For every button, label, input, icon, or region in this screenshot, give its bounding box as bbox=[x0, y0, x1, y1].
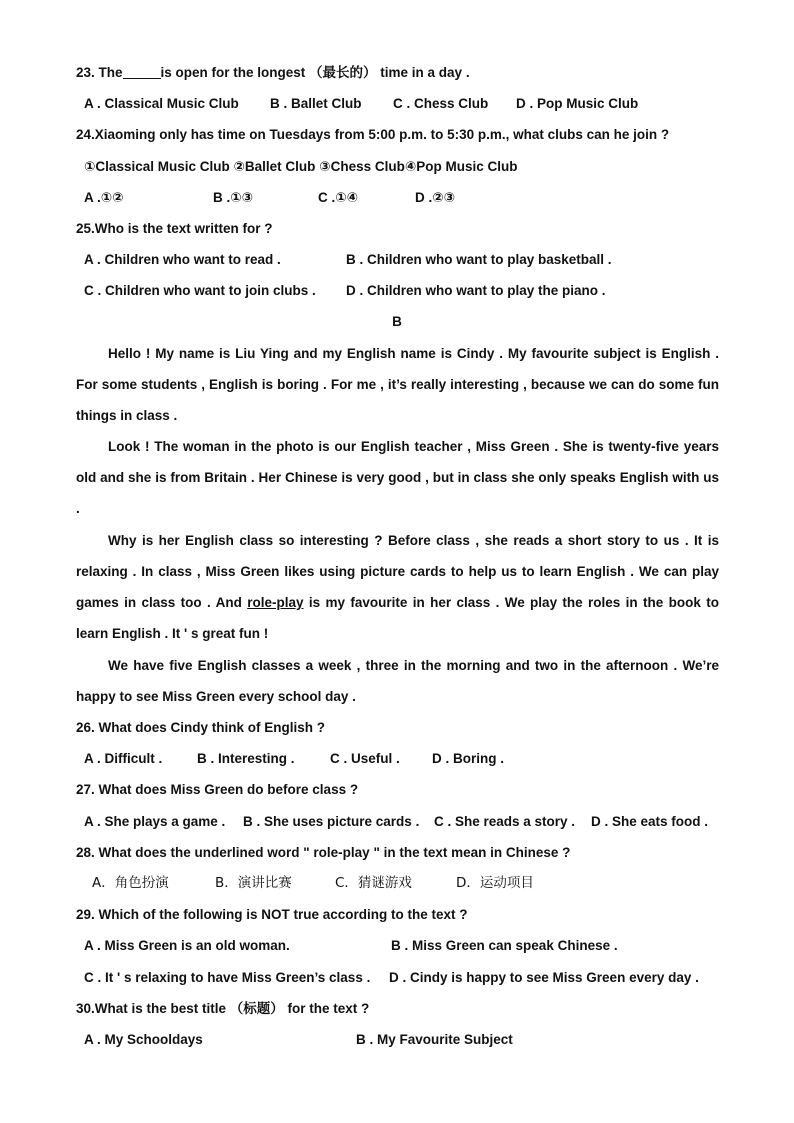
q27-option-c: C . She reads a story . bbox=[434, 814, 576, 829]
q24-option-a: A .①② bbox=[84, 190, 124, 205]
question-30: 30.What is the best title （标题） for the text ? bbox=[76, 1001, 370, 1016]
passage-text: Hello ! My name is Liu Ying and my English name is Cindy . My favourite subject is English . For some students , English is boring . For me , it’s really interesting , because we can do some fun things in class . bbox=[76, 346, 719, 424]
q27-option-d: D . She eats food . bbox=[591, 814, 709, 829]
q29-option-d: D . Cindy is happy to see Miss Green every day . bbox=[389, 970, 699, 985]
passage-paragraph-1 bbox=[76, 338, 719, 431]
underlined-word: role-play bbox=[247, 595, 304, 611]
q24-option-c: C .①④ bbox=[318, 190, 359, 205]
q24-club-list: ①Classical Music Club ②Ballet Club ③Chess Club④Pop Music Club bbox=[84, 159, 518, 174]
q30-option-a: A . My Schooldays bbox=[84, 1032, 203, 1047]
q26-option-a: A . Difficult . bbox=[84, 751, 163, 766]
question-27: 27. What does Miss Green do before class ? bbox=[76, 782, 359, 797]
passage-paragraph-4 bbox=[76, 650, 719, 712]
q29-option-b: B . Miss Green can speak Chinese . bbox=[391, 938, 618, 953]
q29-option-a: A . Miss Green is an old woman. bbox=[84, 938, 290, 953]
q23-option-d: D . Pop Music Club bbox=[516, 96, 639, 111]
passage-text: We have five English classes a week , three in the morning and two in the afternoon . We’re happy to see Miss Green every school day . bbox=[76, 658, 719, 705]
question-29: 29. Which of the following is NOT true according to the text ? bbox=[76, 907, 468, 922]
q25-option-a: A . Children who want to read . bbox=[84, 252, 281, 267]
q23-suffix: is open for the longest （最长的） time in a day . bbox=[160, 65, 470, 80]
q27-option-b: B . She uses picture cards . bbox=[243, 814, 420, 829]
passage-text: Look ! The woman in the photo is our English teacher , Miss Green . She is twenty-five years old and she is from Britain . Her Chinese is very good , but in class she only speaks English with us . bbox=[76, 439, 719, 517]
q28-option-c: C．猜谜游戏 bbox=[335, 875, 412, 891]
q25-option-c: C . Children who want to join clubs . bbox=[84, 283, 316, 298]
section-label: B bbox=[392, 314, 402, 329]
q23-option-c: C . Chess Club bbox=[393, 96, 489, 111]
question-25: 25.Who is the text written for ? bbox=[76, 221, 273, 236]
q29-option-c: C . It ' s relaxing to have Miss Green’s class . bbox=[84, 970, 371, 985]
q23-prefix: 23. The bbox=[76, 65, 123, 80]
q27-option-a: A . She plays a game . bbox=[84, 814, 226, 829]
question-26: 26. What does Cindy think of English ? bbox=[76, 720, 326, 735]
q25-option-b: B . Children who want to play basketball . bbox=[346, 252, 612, 267]
q24-option-d: D .②③ bbox=[415, 190, 456, 205]
q28-option-b: B．演讲比赛 bbox=[215, 875, 292, 891]
q26-option-d: D . Boring . bbox=[432, 751, 504, 766]
answer-blank bbox=[123, 64, 161, 79]
question-23 bbox=[76, 63, 470, 83]
q28-option-d: D．运动项目 bbox=[456, 875, 534, 891]
q24-option-b: B .①③ bbox=[213, 190, 254, 205]
q28-option-a: A．角色扮演 bbox=[92, 875, 169, 891]
q30-option-b: B . My Favourite Subject bbox=[356, 1032, 513, 1047]
question-24: 24.Xiaoming only has time on Tuesdays from 5:00 p.m. to 5:30 p.m., what clubs can he join ? bbox=[76, 127, 670, 142]
q26-option-c: C . Useful . bbox=[330, 751, 400, 766]
passage-paragraph-2 bbox=[76, 431, 719, 524]
q23-option-b: B . Ballet Club bbox=[270, 96, 362, 111]
passage-paragraph-3 bbox=[76, 525, 719, 649]
q23-option-a: A . Classical Music Club bbox=[84, 96, 239, 111]
question-28: 28. What does the underlined word " role-play " in the text mean in Chinese ? bbox=[76, 845, 571, 860]
passage-text: is my favourite in her class . We play the roles in the book to learn English . It ' s great fun ! bbox=[76, 595, 719, 642]
q25-option-d: D . Children who want to play the piano . bbox=[346, 283, 606, 298]
q26-option-b: B . Interesting . bbox=[197, 751, 295, 766]
passage-text: Why is her English class so interesting ? Before class , she reads a short story to us . It is relaxing . In class , Miss Green likes using picture cards to help us to learn English . We can play games in class too . And bbox=[76, 533, 719, 611]
